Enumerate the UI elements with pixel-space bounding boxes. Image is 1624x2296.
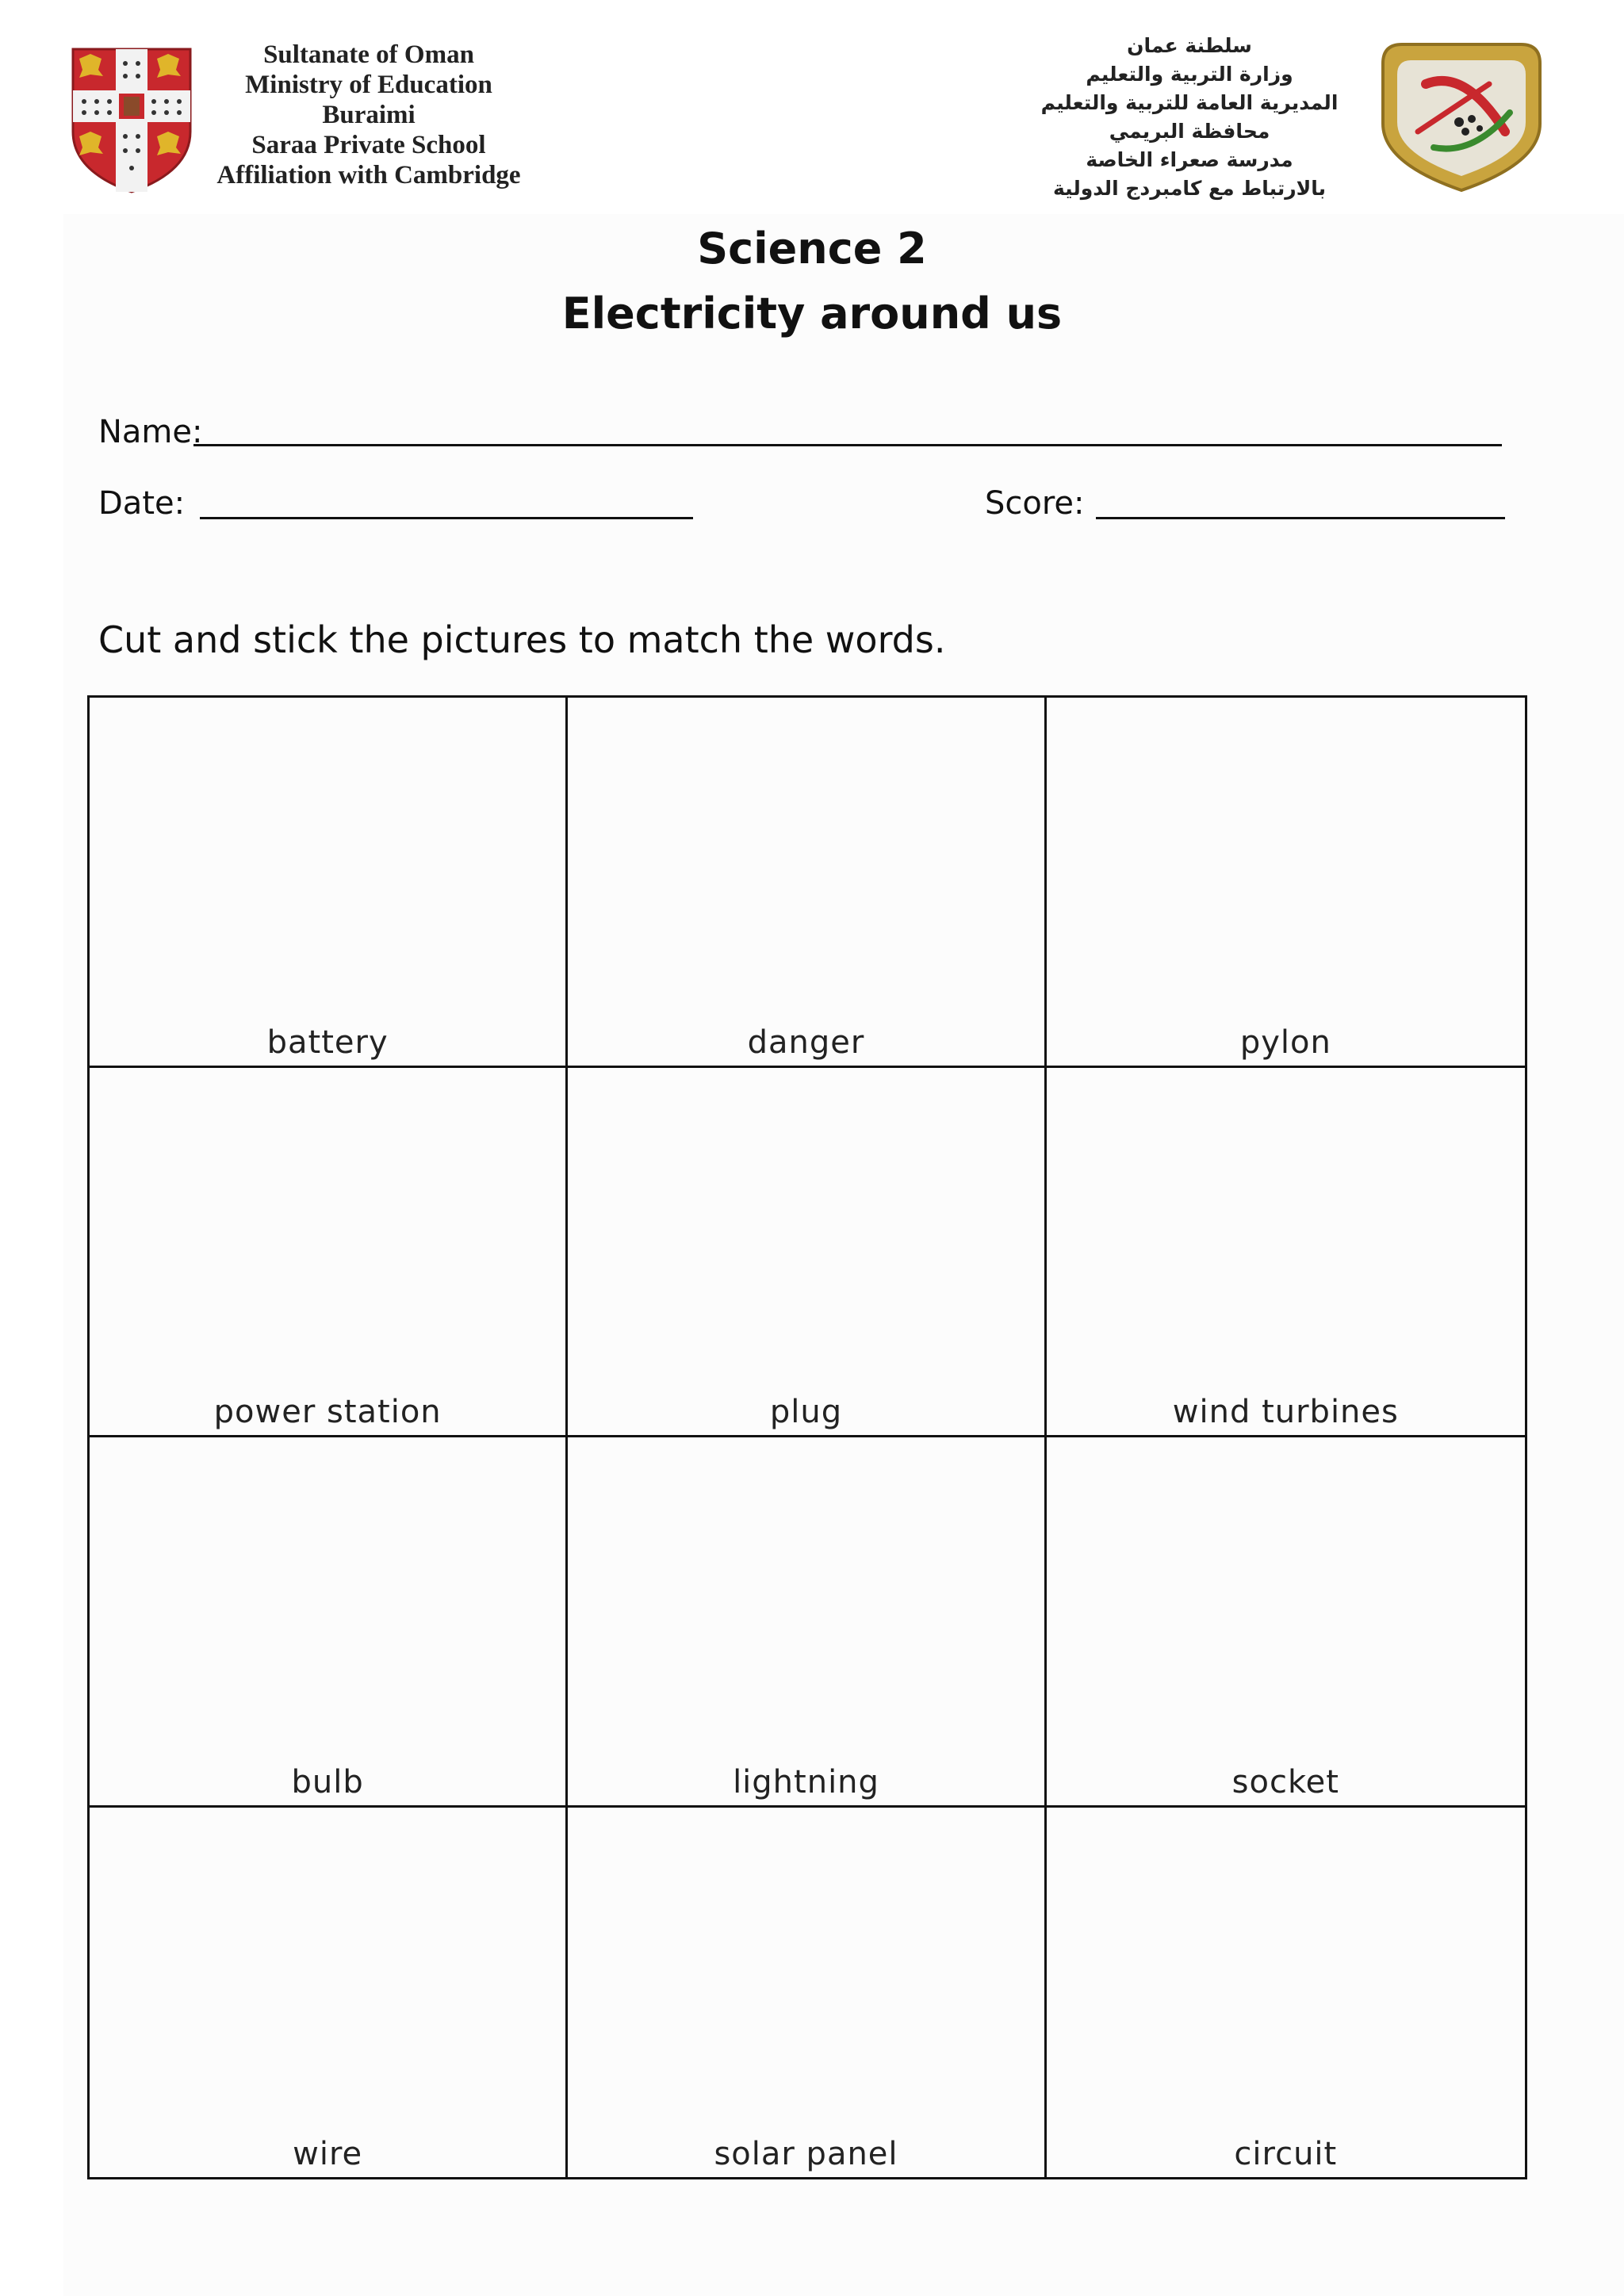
instruction-text: Cut and stick the pictures to match the words. (98, 618, 946, 661)
header-line: Ministry of Education (245, 71, 492, 99)
score-field[interactable] (1096, 517, 1505, 519)
page-margin (0, 214, 63, 2296)
cell-word: wire (293, 2136, 363, 2172)
grid-cell[interactable] (90, 698, 568, 1068)
cell-word: bulb (291, 1763, 364, 1800)
date-field[interactable] (200, 517, 693, 519)
school-emblem-icon (1370, 36, 1553, 195)
grid-cell[interactable] (568, 1808, 1046, 2178)
name-label: Name: (98, 414, 203, 450)
header-line: مدرسة صعراء الخاصة (1086, 148, 1293, 171)
header-line: المديرية العامة للتربية والتعليم (1040, 91, 1339, 114)
header-line: وزارة التربية والتعليم (1086, 63, 1293, 86)
header-line: سلطنة عمان (1127, 34, 1252, 57)
matching-grid (87, 695, 1527, 2179)
cell-word: plug (769, 1394, 843, 1430)
header-line: بالارتباط مع كامبردج الدولية (1052, 177, 1327, 200)
score-label: Score: (985, 485, 1085, 522)
cell-word: pylon (1239, 1024, 1331, 1061)
page-subtitle: Electricity around us (561, 289, 1063, 339)
grid-cell[interactable] (1047, 1068, 1525, 1438)
grid-cell[interactable] (568, 1068, 1046, 1438)
cell-word: power station (213, 1394, 442, 1430)
cell-word: circuit (1234, 2136, 1338, 2172)
header-line: محافظة البريمي (1109, 120, 1270, 143)
date-label: Date: (98, 485, 186, 522)
left-header-text (202, 40, 535, 190)
grid-cell[interactable] (90, 1437, 568, 1808)
grid-cell[interactable] (1047, 1808, 1525, 2178)
cell-word: socket (1231, 1763, 1339, 1800)
grid-cell[interactable] (1047, 1437, 1525, 1808)
grid-cell[interactable] (1047, 698, 1525, 1068)
header-line: Buraimi (322, 101, 416, 129)
grid-cell[interactable] (90, 1068, 568, 1438)
cell-word: solar panel (714, 2136, 898, 2172)
cambridge-crest-icon (68, 44, 195, 195)
right-header-text (1023, 32, 1356, 203)
name-field[interactable] (193, 444, 1502, 446)
grid-cell[interactable] (90, 1808, 568, 2178)
cell-word: wind turbines (1172, 1394, 1399, 1430)
cell-word: danger (747, 1024, 865, 1061)
cell-word: battery (266, 1024, 389, 1061)
header-line: Saraa Private School (251, 131, 486, 159)
header-line: Sultanate of Oman (263, 40, 474, 69)
grid-cell[interactable] (568, 698, 1046, 1068)
cell-word: lightning (733, 1763, 879, 1800)
grid-cell[interactable] (568, 1437, 1046, 1808)
header-line: Affiliation with Cambridge (216, 161, 521, 189)
page-title: Science 2 (697, 224, 927, 274)
